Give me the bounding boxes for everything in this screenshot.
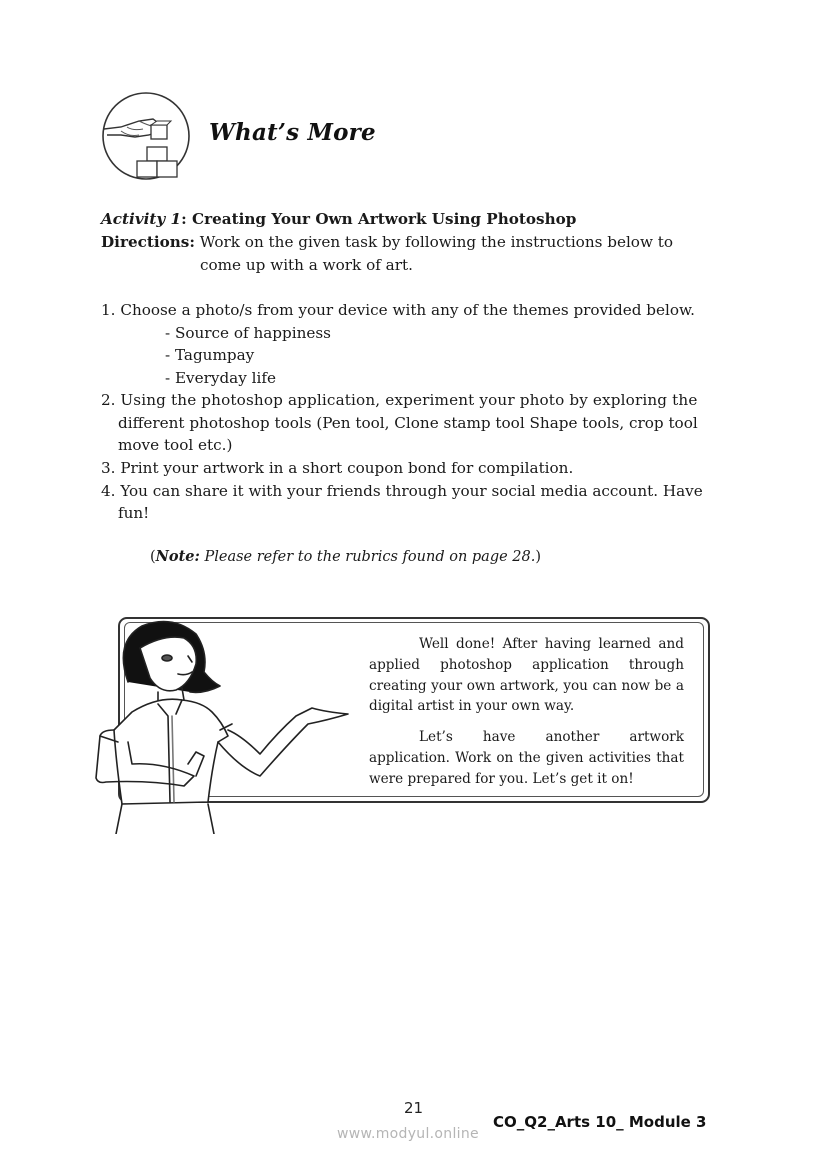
hand-stacking-blocks-icon (101, 91, 191, 181)
page-number: 21 (404, 1099, 424, 1117)
message-paragraph: Well done! After having learned and applied photoshop application through creating your own artwork, you can now be a digital artist in your own way. (369, 636, 684, 715)
step-item (101, 480, 703, 503)
step-text: Choose a photo/s from your device with any of the themes provided below. (120, 301, 696, 319)
theme-item: - Everyday life (165, 369, 276, 387)
step-text: Print your artwork in a short coupon bond for compilation. (120, 459, 574, 477)
directions-label: Directions: (101, 233, 195, 251)
theme-item: - Source of happiness (165, 324, 331, 342)
note (150, 548, 541, 565)
theme-item: - Tagumpay (165, 346, 255, 364)
note-open-paren: ( (150, 549, 156, 565)
directions-text-line1: Work on the given task by following the instructions below to (199, 233, 674, 251)
watermark: www.modyul.online (337, 1126, 479, 1142)
step-number: 4. (101, 482, 116, 500)
step-item (101, 457, 573, 480)
step-text-continued: move tool etc.) (118, 436, 233, 454)
whiteboard-message (369, 634, 684, 800)
step-number: 1. (101, 301, 116, 319)
step-text-continued: different photoshop tools (Pen tool, Clone stamp tool Shape tools, crop tool (118, 414, 698, 432)
note-text: Please refer to the rubrics found on page 28. (199, 549, 536, 565)
step-item (101, 299, 695, 322)
teacher-presenting-illustration (92, 612, 367, 834)
step-number: 2. (101, 391, 116, 409)
step-text: You can share it with your friends through your social media account. Have (120, 482, 703, 500)
step-text: Using the photoshop application, experiment your photo by exploring the (120, 391, 698, 409)
activity-separator: : (181, 210, 193, 228)
message-paragraph: Let’s have another artwork application. Work on the given activities that were prepared for you. Let’s get it on! (369, 729, 684, 787)
note-close-paren: ) (535, 549, 542, 565)
directions-text-line2: come up with a work of art. (200, 256, 413, 274)
activity-title: Creating Your Own Artwork Using Photoshop (192, 210, 577, 228)
activity-heading (101, 208, 576, 231)
step-text-continued: fun! (118, 504, 150, 522)
step-number: 3. (101, 459, 116, 477)
note-label: Note: (155, 548, 200, 565)
activity-label: Activity 1 (101, 210, 182, 228)
directions (101, 231, 673, 254)
section-title: What’s More (209, 119, 376, 146)
step-item (101, 389, 697, 412)
module-code: CO_Q2_Arts 10_ Module 3 (493, 1113, 707, 1131)
